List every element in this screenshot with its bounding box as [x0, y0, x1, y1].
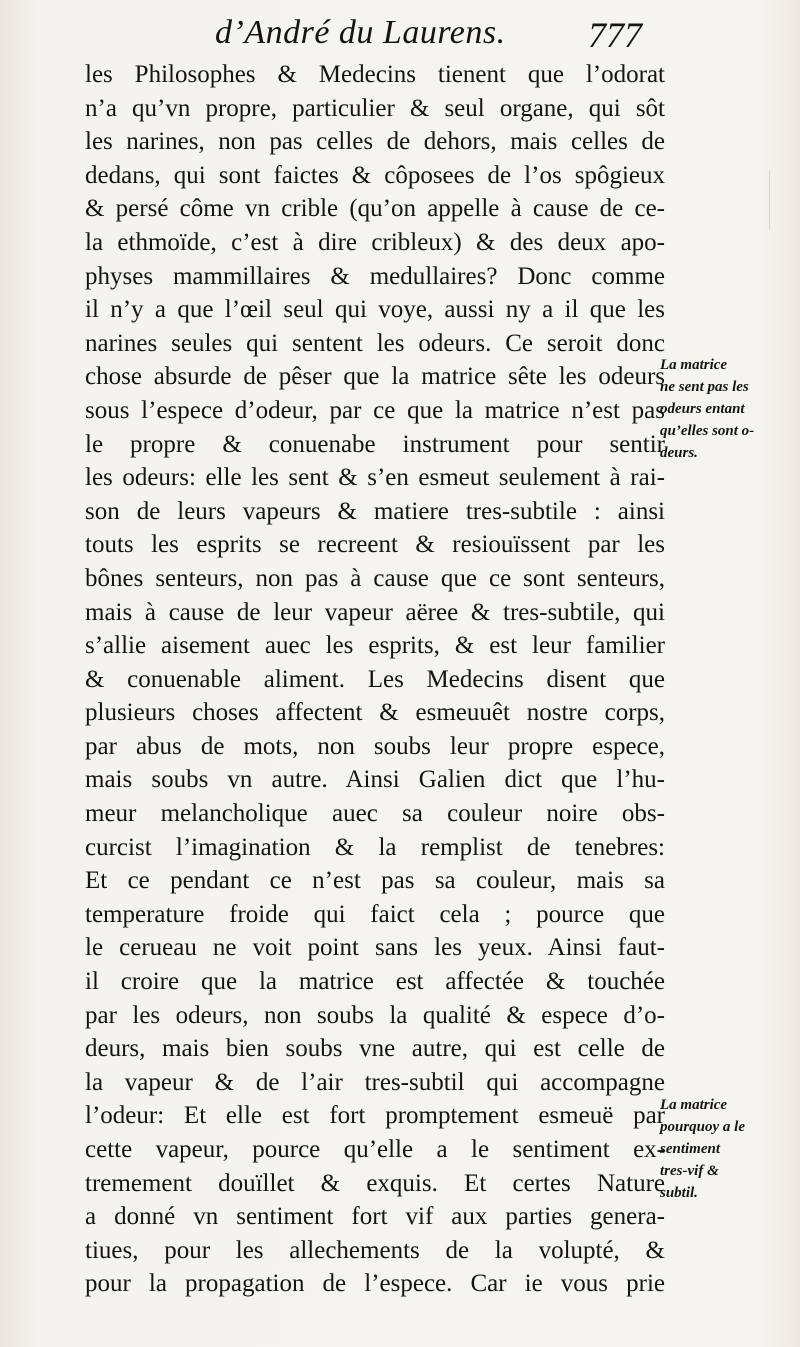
margin-note-line: odeurs entant — [660, 401, 745, 417]
margin-note-line: tres-vif & — [660, 1163, 719, 1179]
text-line: les Philosophes & Medecins tienent que l’odorat — [85, 61, 665, 88]
text-line: Et ce pendant ce n’est pas sa couleur, mais sa — [85, 867, 665, 895]
text-line: la vapeur & de l’air tres-subtil qui accompagne — [85, 1068, 665, 1096]
text-line: cette vapeur, pource qu’elle a le sentiment ex- — [85, 1136, 665, 1163]
margin-note-line: subtil. — [660, 1185, 698, 1201]
text-line: tremement douïllet & exquis. Et certes Nature — [85, 1169, 665, 1197]
margin-note-matrice-sentiment — [660, 1094, 745, 1204]
margin-note-line: pourquoy a le — [660, 1119, 746, 1135]
text-line: n’a qu’vn propre, particulier & seul organe, qui sôt — [85, 94, 665, 122]
paper-edge-mark — [763, 170, 770, 230]
margin-note-line: qu’elles sont o- — [660, 423, 755, 439]
text-line: son de leurs vapeurs & matiere tres-subtile : ainsi — [85, 497, 665, 525]
text-line: curcist l’imagination & la remplist de tenebres: — [85, 833, 665, 861]
text-line: mais soubs vn autre. Ainsi Galien dict que l’hu- — [85, 766, 665, 794]
page-header — [0, 8, 800, 58]
margin-note-line: ne sent pas les — [660, 379, 749, 395]
text-line: narines seules qui sentent les odeurs. Ce seroit donc — [85, 329, 665, 357]
text-line: a donné vn sentiment fort vif aux parties genera- — [85, 1203, 665, 1231]
margin-note-line: La matrice — [660, 357, 728, 373]
text-line: par les odeurs, non soubs la qualité & espece d’o- — [85, 1001, 665, 1029]
text-line: l’odeur: Et elle est fort promptement esmeuë par — [85, 1102, 665, 1130]
text-line: bônes senteurs, non pas à cause que ce sont senteurs, — [85, 564, 665, 592]
body-text — [85, 58, 665, 1301]
text-line: physes mammillaires & medullaires? Donc comme — [85, 262, 665, 290]
text-line: plusieurs choses affectent & esmeuuêt nostre corps, — [85, 699, 665, 727]
text-line: pour la propagation de l’espece. Car ie vous prie — [85, 1270, 665, 1298]
text-line: meur melancholique auec sa couleur noire obs- — [85, 800, 665, 828]
text-line: temperature froide qui faict cela ; pource que — [85, 900, 665, 928]
text-line: la ethmoïde, c’est à dire cribleux) & des deux apo- — [85, 228, 665, 256]
text-line: par abus de mots, non soubs leur propre espece, — [85, 732, 665, 760]
text-line: sous l’espece d’odeur, par ce que la matrice n’est pas — [85, 396, 665, 424]
text-line: dedans, qui sont faictes & côposees de l’os spôgieux — [85, 161, 665, 189]
text-line: le cerueau ne voit point sans les yeux. Ainsi faut- — [85, 934, 665, 962]
text-line: & conuenable aliment. Les Medecins disent que — [85, 665, 665, 693]
text-line: s’allie aisement auec les esprits, & est leur familier — [85, 632, 665, 660]
text-line: deurs, mais bien soubs vne autre, qui est celle de — [85, 1035, 665, 1063]
text-line: tiues, pour les allechements de la volupté, & — [85, 1236, 665, 1264]
page-number: 777 — [588, 15, 642, 55]
margin-note-line: La matrice — [660, 1097, 728, 1113]
text-line: il croire que la matrice est affectée & touchée — [85, 968, 665, 996]
text-line: les narines, non pas celles de dehors, mais celles de — [85, 128, 665, 156]
text-line: & persé côme vn crible (qu’on appelle à cause de ce- — [85, 195, 665, 223]
margin-note-matrice-odeurs — [660, 354, 754, 464]
text-line: il n’y a que l’œil seul qui voye, aussi ny a il que les — [85, 296, 665, 324]
margin-note-line: sentiment — [660, 1141, 721, 1157]
text-line: chose absurde de pêser que la matrice sête les odeurs — [85, 363, 665, 391]
text-line: touts les esprits se recreent & resiouïssent par les — [85, 531, 665, 559]
margin-note-line: deurs. — [660, 445, 698, 461]
running-title: d’André du Laurens. — [215, 14, 506, 51]
text-line: les odeurs: elle les sent & s’en esmeut seulement à rai- — [85, 464, 665, 492]
text-line: le propre & conuenabe instrument pour sentir — [85, 430, 665, 458]
text-line: mais à cause de leur vapeur aëree & tres-subtile, qui — [85, 598, 665, 626]
